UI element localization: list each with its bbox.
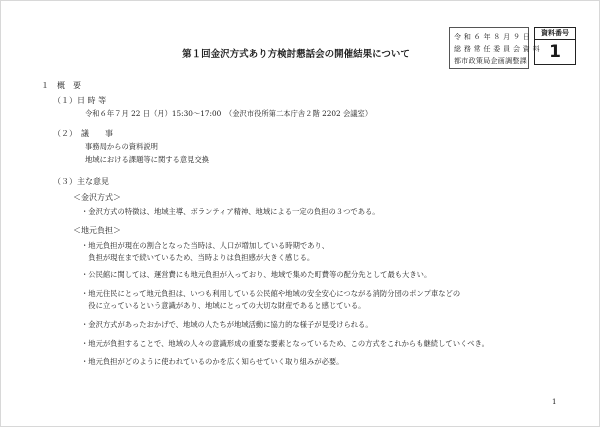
page-number: 1 <box>552 398 557 406</box>
subsection-heading-datetime: （１）日 時 等 <box>53 96 107 105</box>
meta-date: 令 和 ６ 年 ８ 月 ９ 日 <box>454 33 531 41</box>
opinion-bullet: ・公民館に関しては、運営費にも地元負担が入っており、地域で集めた町費等の配分先として最も大きい。 <box>81 270 432 279</box>
document-meta-box <box>449 27 540 69</box>
opinion-bullet: ・金沢方式の特徴は、地域主導、ボランティア精神、地域による一定の負担の３つである。 <box>81 207 380 216</box>
agenda-item: 事務局からの資料説明 <box>85 142 158 151</box>
opinion-bullet: ・地元負担がどのように使われているのかを広く知らせていく取り組みが必要。 <box>81 357 344 366</box>
page-title: 第１回金沢方式あり方検討懇話会の開催結果について <box>182 49 410 60</box>
opinion-bullet: ・地元が負担することで、地域の人々の意識形成の重要な要素となっているため、この方式をこれからも継続していくべき。 <box>81 339 489 348</box>
document-number-box <box>534 27 576 65</box>
datetime-text: 令和６年７月 22 日（月）15:30～17:00 （金沢市役所第二本庁舎２階 2202 会議室） <box>85 109 373 118</box>
subsection-heading-agenda: （２） 議 事 <box>53 129 113 138</box>
opinion-bullet: ・地元住民にとって地元負担は、いつも利用している公民館や地域の安全安心につながる消防分団のポンプ車などの <box>81 289 461 298</box>
section-heading-overview: １ 概 要 <box>41 81 81 90</box>
opinion-group-title: ＜金沢方式＞ <box>73 193 121 202</box>
document-number-label: 資料番号 <box>535 28 575 40</box>
meta-committee: 総 務 常 任 委 員 会 資 料 <box>454 45 540 53</box>
subsection-heading-opinions: （３）主な意見 <box>53 177 109 186</box>
opinion-group-title: ＜地元負担＞ <box>73 226 121 235</box>
opinion-bullet-continuation: 負担が現在まで続いているため、当時よりは負担感が大きく感じる。 <box>81 253 315 262</box>
document-number: 1 <box>549 42 561 62</box>
agenda-item: 地域における課題等に関する意見交換 <box>85 155 210 164</box>
meta-department: 都市政策局企画調整課 <box>454 57 527 65</box>
opinion-bullet-continuation: 役に立っているという意識があり、地域にとっての大切な財産であると感じている。 <box>81 301 366 310</box>
opinion-bullet: ・金沢方式があったおかげで、地域の人たちが地域活動に協力的な様子が見受けられる。 <box>81 320 373 329</box>
opinion-bullet: ・地元負担が現在の割合となった当時は、人口が増加している時期であり、 <box>81 241 330 250</box>
